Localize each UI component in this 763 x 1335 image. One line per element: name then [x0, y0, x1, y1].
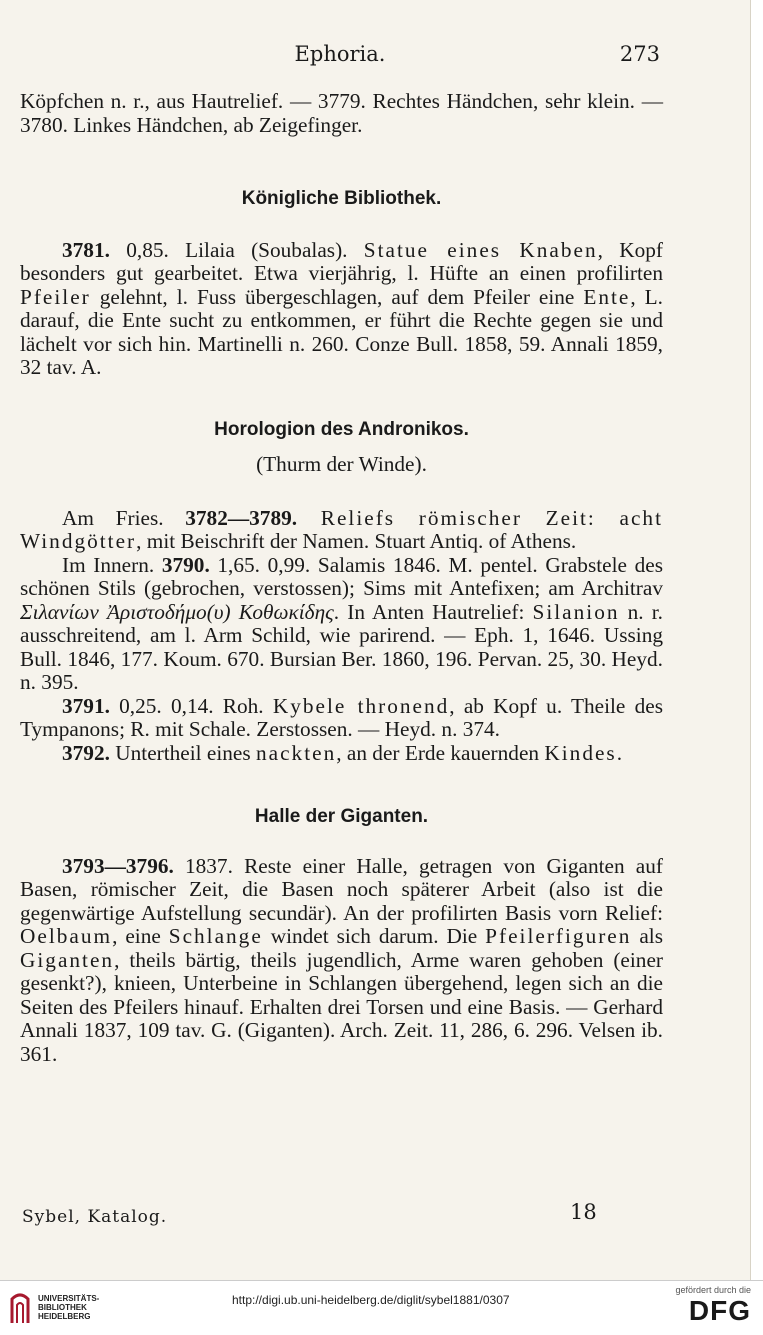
entry-number: 3793—3796. — [62, 853, 174, 878]
funder-logo — [675, 1285, 751, 1327]
running-head-title: Ephoria. — [294, 42, 386, 66]
section-heading-horologion: Horologion des Andronikos. — [214, 418, 469, 440]
page-number: 273 — [619, 42, 660, 66]
entry-3782-3789: Am Fries. 3782—3789. Reliefs römischer Zeit: acht Windgötter, mit Beischrift der Namen. Stuart Antiq. of Athens. — [20, 505, 663, 553]
entry-3792: 3792. Untertheil eines nackten, an der Erde kauernden Kindes. — [62, 740, 623, 765]
page-body — [20, 90, 663, 1066]
entry-number: 3782—3789. — [185, 505, 298, 530]
paragraph-continuation: Köpfchen n. r., aus Hautrelief. — 3779. Rechtes Händchen, sehr klein. — 3780. Linkes Händchen, ab Zeigefinger. — [20, 89, 663, 137]
university-name: UNIVERSITÄTS- BIBLIOTHEK HEIDELBERG — [38, 1293, 100, 1321]
entry-3781: 3781. 0,85. Lilaia (Soubalas). Statue eines Knaben, Kopf besonders gut gearbeitet. Etwa vierjährig, l. Hüfte an einen profilirten Pfeiler gelehnt, l. Fuss übergeschlagen, auf dem Pfeiler eine Ente, L. darauf, die Ente sucht zu entkommen, er führt die Rechte gegen sie und lächelt vor sich hin. Martinelli n. 260. Conze Bull. 1858, 59. Annali 1859, 32 tav. A. — [20, 237, 663, 379]
entry-number: 3792. — [62, 740, 110, 765]
section-heading-giganten: Halle der Giganten. — [254, 806, 429, 827]
greek-inscription: Σιλανίων Ἀριστοδήμο(υ) Κοθωκίδης — [20, 599, 334, 624]
funder-caption: gefördert durch die — [675, 1285, 751, 1295]
entry-3793-3796: 3793—3796. 1837. Reste einer Halle, getragen von Giganten auf Basen, römischer Zeit, die Basen noch späterer Arbeit (also ist die gegenwärtige Aufstellung secundär). An der profilirten Basis vorn Relief: Oelbaum, eine Schlange windet sich darum. Die Pfeilerfiguren als Giganten, theils bärtig, theils jugendlich, Arme waren gehoben (einer gesenkt?), knieen, Unterbeine in Schlangen übergehend, legen sich an die Seiten des Pfeilers hinauf. Erhalten drei Torsen und eine Basis. — Gerhard Annali 1837, 109 tav. G. (Giganten). Arch. Zeit. 11, 286, 6. 296. Velsen ib. 361. — [20, 853, 663, 1066]
dfg-logo-text: DFG — [688, 1295, 751, 1326]
signature-mark: 18 — [570, 1200, 597, 1224]
entry-number: 3791. — [62, 693, 110, 718]
bottom-bar — [0, 1280, 763, 1335]
entry-3791: 3791. 0,25. 0,14. Roh. Kybele thronend, ab Kopf u. Theile des Tympanons; R. mit Schale. Zerstossen. — Heyd. n. 374. — [20, 693, 664, 741]
entry-number: 3781. — [62, 237, 110, 262]
section-heading-bibliothek: Königliche Bibliothek. — [241, 188, 442, 209]
university-seal-icon — [8, 1289, 32, 1325]
permalink-url[interactable]: http://digi.ub.uni-heidelberg.de/diglit/sybel1881/0307 — [232, 1293, 510, 1307]
university-logo — [8, 1289, 99, 1325]
entry-3790: Im Innern. 3790. 1,65. 0,99. Salamis 1846. M. pentel. Grabstele des schönen Stils (gebrochen, verstossen); Sims mit Antefixen; am Architrav Σιλανίων Ἀριστοδήμο(υ) Κοθωκίδης. In Anten Hautrelief: Silanion n. r. ausschreitend, am l. Arm Schild, wie parirend. — Eph. 1, 1646. Ussing Bull. 1846, 177. Koum. 670. Bursian Ber. 1860, 196. Pervan. 25, 30. Heyd. n. 395. — [20, 552, 663, 694]
entry-number: 3790. — [161, 552, 210, 577]
section-subheading: (Thurm der Winde). — [256, 452, 427, 476]
footer-catalog-label: Sybel, Katalog. — [22, 1207, 168, 1227]
